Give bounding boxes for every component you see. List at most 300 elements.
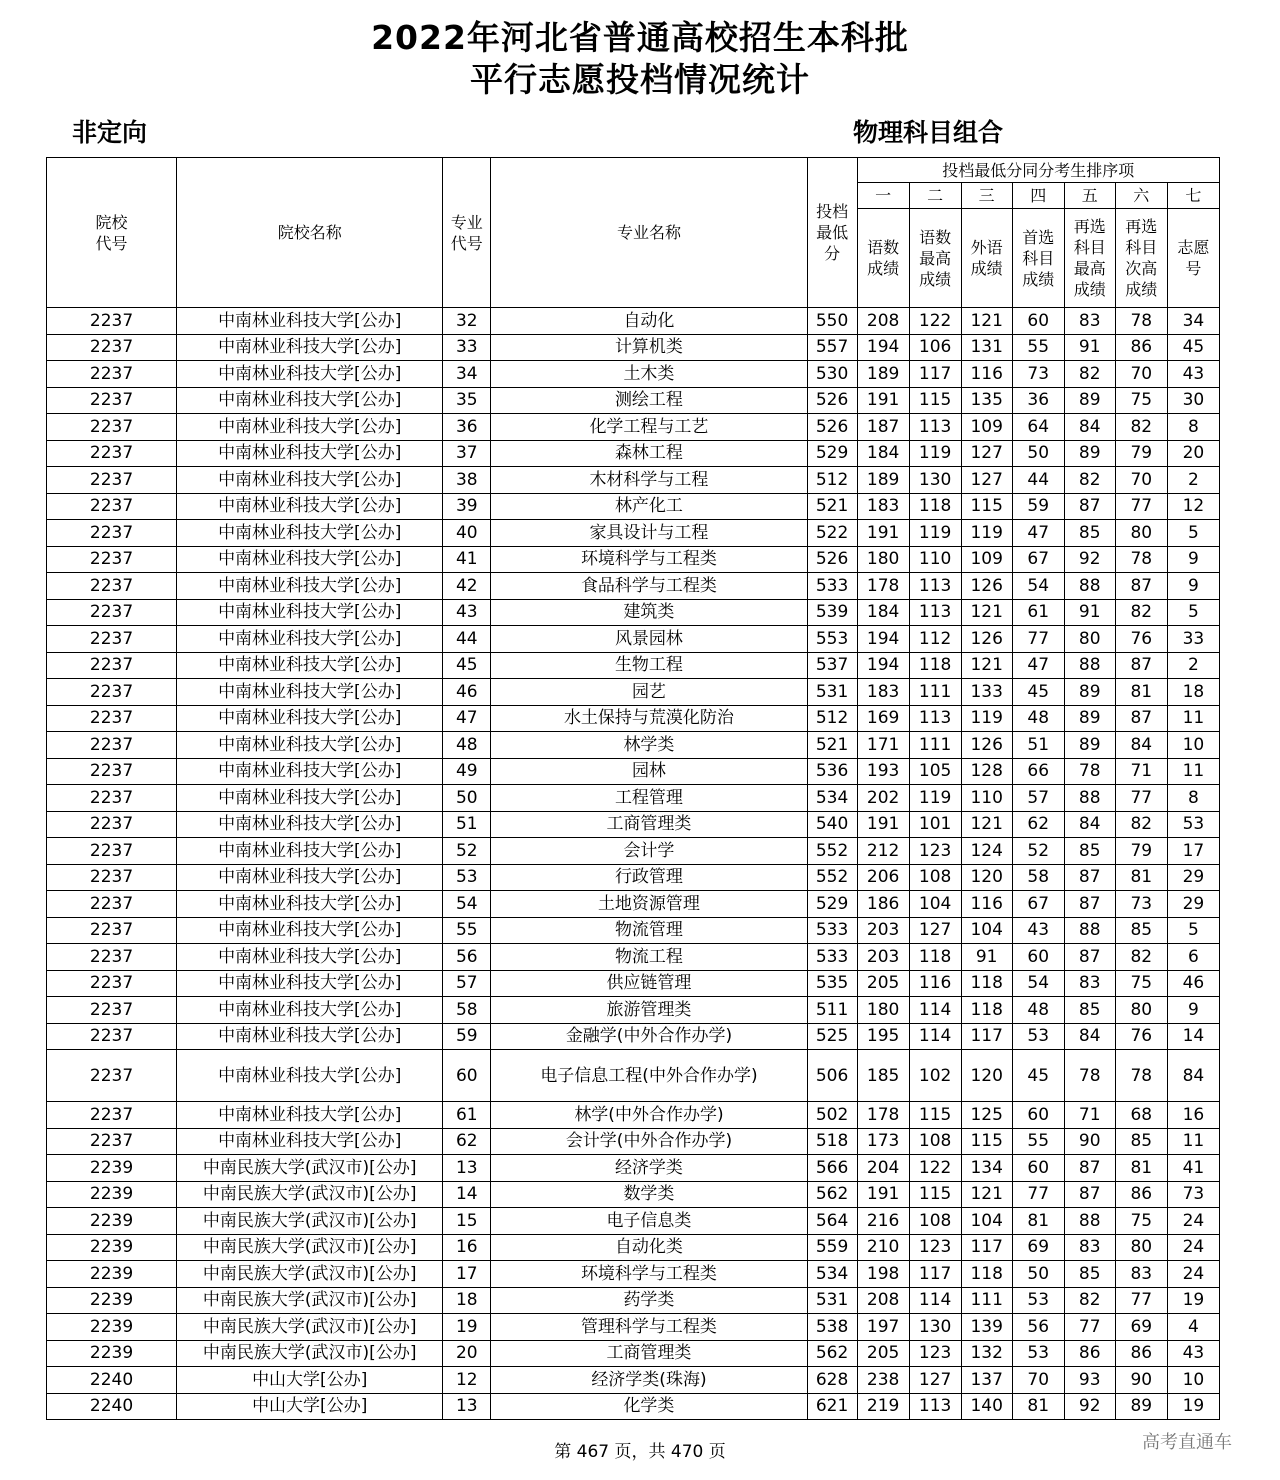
- cell-rank-2: 130: [909, 467, 961, 494]
- cell-major-name: 土木类: [491, 361, 807, 388]
- cell-major-code: 60: [443, 1050, 491, 1102]
- cell-rank-4: 53: [1012, 1023, 1064, 1050]
- cell-major-code: 59: [443, 1023, 491, 1050]
- cell-school-name: 中南林业科技大学[公办]: [177, 308, 443, 335]
- cell-rank-2: 114: [909, 997, 961, 1024]
- table-row: [47, 917, 1220, 944]
- cell-rank-2: 122: [909, 1155, 961, 1182]
- header-school-name: 院校名称: [177, 158, 443, 308]
- cell-rank-3: 120: [961, 1050, 1012, 1102]
- cell-major-code: 12: [443, 1367, 491, 1394]
- cell-major-name: 化学类: [491, 1393, 807, 1420]
- table-row: [47, 520, 1220, 547]
- cell-rank-4: 77: [1012, 626, 1064, 653]
- cell-min-score: 540: [807, 811, 857, 838]
- cell-rank-2: 106: [909, 334, 961, 361]
- cell-rank-4: 36: [1012, 387, 1064, 414]
- cell-rank-7: 43: [1167, 1340, 1219, 1367]
- cell-min-score: 531: [807, 1287, 857, 1314]
- cell-rank-1: 191: [857, 1181, 909, 1208]
- cell-major-code: 13: [443, 1393, 491, 1420]
- cell-rank-4: 53: [1012, 1340, 1064, 1367]
- cell-major-name: 家具设计与工程: [491, 520, 807, 547]
- cell-rank-3: 109: [961, 414, 1012, 441]
- cell-rank-4: 47: [1012, 520, 1064, 547]
- cell-rank-7: 29: [1167, 891, 1219, 918]
- cell-rank-1: 184: [857, 440, 909, 467]
- cell-rank-6: 79: [1115, 838, 1167, 865]
- cell-rank-4: 54: [1012, 970, 1064, 997]
- cell-rank-5: 88: [1064, 917, 1115, 944]
- cell-rank-4: 50: [1012, 1261, 1064, 1288]
- cell-rank-5: 78: [1064, 1050, 1115, 1102]
- cell-min-score: 538: [807, 1314, 857, 1341]
- cell-rank-4: 81: [1012, 1208, 1064, 1235]
- cell-rank-5: 83: [1064, 1234, 1115, 1261]
- cell-school-code: 2237: [47, 732, 177, 759]
- cell-major-name: 园艺: [491, 679, 807, 706]
- cell-rank-1: 186: [857, 891, 909, 918]
- cell-rank-1: 205: [857, 970, 909, 997]
- cell-rank-1: 180: [857, 997, 909, 1024]
- table-row: [47, 1393, 1220, 1420]
- cell-rank-7: 8: [1167, 414, 1219, 441]
- cell-school-name: 中南民族大学(武汉市)[公办]: [177, 1340, 443, 1367]
- cell-rank-2: 123: [909, 1234, 961, 1261]
- header-rank-number: 五: [1064, 183, 1115, 209]
- cell-min-score: 552: [807, 864, 857, 891]
- cell-school-code: 2237: [47, 599, 177, 626]
- cell-rank-7: 45: [1167, 334, 1219, 361]
- cell-rank-3: 104: [961, 1208, 1012, 1235]
- cell-major-code: 43: [443, 599, 491, 626]
- cell-rank-3: 109: [961, 546, 1012, 573]
- cell-major-name: 木材科学与工程: [491, 467, 807, 494]
- cell-rank-2: 101: [909, 811, 961, 838]
- cell-rank-2: 113: [909, 599, 961, 626]
- cell-major-name: 林学(中外合作办学): [491, 1102, 807, 1129]
- cell-min-score: 534: [807, 1261, 857, 1288]
- cell-school-name: 中南民族大学(武汉市)[公办]: [177, 1181, 443, 1208]
- cell-rank-1: 183: [857, 493, 909, 520]
- cell-rank-1: 216: [857, 1208, 909, 1235]
- cell-rank-3: 131: [961, 334, 1012, 361]
- cell-major-code: 20: [443, 1340, 491, 1367]
- cell-rank-1: 219: [857, 1393, 909, 1420]
- cell-min-score: 628: [807, 1367, 857, 1394]
- cell-rank-3: 118: [961, 970, 1012, 997]
- cell-rank-5: 88: [1064, 1208, 1115, 1235]
- table-row: [47, 1234, 1220, 1261]
- cell-school-name: 中南林业科技大学[公办]: [177, 414, 443, 441]
- cell-major-code: 56: [443, 944, 491, 971]
- cell-rank-5: 77: [1064, 1314, 1115, 1341]
- cell-school-name: 中南林业科技大学[公办]: [177, 387, 443, 414]
- cell-major-code: 52: [443, 838, 491, 865]
- cell-school-name: 中南林业科技大学[公办]: [177, 705, 443, 732]
- cell-rank-3: 117: [961, 1023, 1012, 1050]
- cell-school-code: 2237: [47, 1102, 177, 1129]
- cell-school-code: 2237: [47, 864, 177, 891]
- cell-rank-1: 191: [857, 520, 909, 547]
- table-row: [47, 997, 1220, 1024]
- table-row: [47, 811, 1220, 838]
- cell-major-name: 食品科学与工程类: [491, 573, 807, 600]
- cell-min-score: 566: [807, 1155, 857, 1182]
- cell-major-code: 53: [443, 864, 491, 891]
- cell-rank-7: 19: [1167, 1287, 1219, 1314]
- cell-rank-6: 85: [1115, 1128, 1167, 1155]
- table-row: [47, 1261, 1220, 1288]
- cell-min-score: 537: [807, 652, 857, 679]
- table-row: [47, 864, 1220, 891]
- cell-rank-4: 69: [1012, 1234, 1064, 1261]
- cell-rank-6: 82: [1115, 811, 1167, 838]
- cell-rank-5: 87: [1064, 891, 1115, 918]
- cell-school-code: 2237: [47, 944, 177, 971]
- table-row: [47, 1287, 1220, 1314]
- cell-major-code: 44: [443, 626, 491, 653]
- cell-rank-2: 118: [909, 493, 961, 520]
- table-row: [47, 838, 1220, 865]
- cell-rank-3: 128: [961, 758, 1012, 785]
- cell-min-score: 502: [807, 1102, 857, 1129]
- cell-rank-5: 85: [1064, 1261, 1115, 1288]
- cell-rank-7: 17: [1167, 838, 1219, 865]
- cell-min-score: 512: [807, 705, 857, 732]
- cell-major-code: 19: [443, 1314, 491, 1341]
- cell-rank-4: 47: [1012, 652, 1064, 679]
- cell-school-code: 2237: [47, 785, 177, 812]
- cell-rank-3: 124: [961, 838, 1012, 865]
- cell-school-name: 中南民族大学(武汉市)[公办]: [177, 1234, 443, 1261]
- cell-school-name: 中南民族大学(武汉市)[公办]: [177, 1155, 443, 1182]
- cell-rank-7: 12: [1167, 493, 1219, 520]
- cell-school-code: 2237: [47, 361, 177, 388]
- table-row: [47, 361, 1220, 388]
- cell-rank-5: 91: [1064, 599, 1115, 626]
- cell-school-name: 中南林业科技大学[公办]: [177, 864, 443, 891]
- cell-school-name: 中山大学[公办]: [177, 1393, 443, 1420]
- cell-school-code: 2237: [47, 493, 177, 520]
- cell-rank-6: 86: [1115, 334, 1167, 361]
- cell-rank-2: 130: [909, 1314, 961, 1341]
- cell-major-code: 40: [443, 520, 491, 547]
- cell-school-name: 中南林业科技大学[公办]: [177, 626, 443, 653]
- cell-rank-3: 121: [961, 811, 1012, 838]
- cell-rank-4: 51: [1012, 732, 1064, 759]
- cell-min-score: 550: [807, 308, 857, 335]
- cell-school-code: 2237: [47, 679, 177, 706]
- cell-school-code: 2237: [47, 705, 177, 732]
- cell-rank-3: 115: [961, 1128, 1012, 1155]
- cell-rank-5: 71: [1064, 1102, 1115, 1129]
- table-row: [47, 1367, 1220, 1394]
- cell-rank-2: 114: [909, 1287, 961, 1314]
- cell-major-name: 环境科学与工程类: [491, 546, 807, 573]
- header-rank-item: 首选科目成绩: [1012, 209, 1064, 308]
- table-body: [47, 308, 1220, 1420]
- cell-rank-5: 88: [1064, 652, 1115, 679]
- cell-rank-7: 8: [1167, 785, 1219, 812]
- cell-rank-1: 183: [857, 679, 909, 706]
- cell-school-name: 中南林业科技大学[公办]: [177, 838, 443, 865]
- cell-rank-4: 59: [1012, 493, 1064, 520]
- table-row: [47, 440, 1220, 467]
- cell-rank-1: 178: [857, 1102, 909, 1129]
- table-row: [47, 308, 1220, 335]
- category-label: 非定向: [72, 118, 148, 147]
- cell-rank-6: 78: [1115, 546, 1167, 573]
- cell-min-score: 539: [807, 599, 857, 626]
- cell-rank-3: 116: [961, 361, 1012, 388]
- cell-rank-7: 53: [1167, 811, 1219, 838]
- table-row: [47, 1208, 1220, 1235]
- cell-rank-7: 9: [1167, 573, 1219, 600]
- cell-rank-2: 115: [909, 387, 961, 414]
- cell-rank-3: 121: [961, 308, 1012, 335]
- cell-rank-2: 113: [909, 414, 961, 441]
- cell-major-name: 工商管理类: [491, 1340, 807, 1367]
- cell-rank-3: 126: [961, 732, 1012, 759]
- cell-min-score: 518: [807, 1128, 857, 1155]
- cell-rank-2: 127: [909, 1367, 961, 1394]
- cell-rank-3: 120: [961, 864, 1012, 891]
- cell-major-name: 管理科学与工程类: [491, 1314, 807, 1341]
- cell-major-name: 林学类: [491, 732, 807, 759]
- cell-rank-3: 110: [961, 785, 1012, 812]
- cell-rank-6: 80: [1115, 1234, 1167, 1261]
- cell-rank-1: 194: [857, 652, 909, 679]
- cell-min-score: 562: [807, 1340, 857, 1367]
- table-row: [47, 626, 1220, 653]
- cell-major-name: 经济学类(珠海): [491, 1367, 807, 1394]
- cell-major-name: 林产化工: [491, 493, 807, 520]
- cell-rank-2: 119: [909, 785, 961, 812]
- table-row: [47, 334, 1220, 361]
- cell-school-name: 中南林业科技大学[公办]: [177, 785, 443, 812]
- cell-rank-6: 80: [1115, 997, 1167, 1024]
- cell-rank-1: 194: [857, 334, 909, 361]
- cell-rank-7: 11: [1167, 1128, 1219, 1155]
- table-row: [47, 546, 1220, 573]
- cell-min-score: 552: [807, 838, 857, 865]
- cell-school-code: 2237: [47, 573, 177, 600]
- cell-rank-7: 10: [1167, 732, 1219, 759]
- cell-rank-4: 54: [1012, 573, 1064, 600]
- cell-min-score: 521: [807, 493, 857, 520]
- cell-rank-6: 78: [1115, 1050, 1167, 1102]
- cell-rank-4: 57: [1012, 785, 1064, 812]
- cell-rank-1: 204: [857, 1155, 909, 1182]
- cell-rank-1: 197: [857, 1314, 909, 1341]
- cell-major-name: 环境科学与工程类: [491, 1261, 807, 1288]
- cell-rank-2: 117: [909, 1261, 961, 1288]
- cell-rank-6: 85: [1115, 917, 1167, 944]
- cell-major-name: 物流工程: [491, 944, 807, 971]
- cell-rank-5: 89: [1064, 387, 1115, 414]
- cell-major-code: 38: [443, 467, 491, 494]
- cell-rank-3: 137: [961, 1367, 1012, 1394]
- cell-school-code: 2239: [47, 1261, 177, 1288]
- cell-rank-5: 85: [1064, 997, 1115, 1024]
- cell-rank-2: 115: [909, 1102, 961, 1129]
- page-footer: 第 467 页，共 470 页: [554, 1442, 726, 1462]
- cell-rank-2: 115: [909, 1181, 961, 1208]
- cell-school-code: 2239: [47, 1155, 177, 1182]
- cell-major-code: 32: [443, 308, 491, 335]
- cell-rank-3: 121: [961, 652, 1012, 679]
- cell-rank-1: 198: [857, 1261, 909, 1288]
- cell-rank-4: 55: [1012, 1128, 1064, 1155]
- watermark-text: 高考直通车: [1142, 1432, 1232, 1453]
- cell-rank-5: 87: [1064, 1181, 1115, 1208]
- cell-rank-5: 87: [1064, 1155, 1115, 1182]
- cell-major-code: 55: [443, 917, 491, 944]
- cell-rank-5: 88: [1064, 573, 1115, 600]
- cell-rank-6: 76: [1115, 626, 1167, 653]
- cell-major-name: 生物工程: [491, 652, 807, 679]
- cell-min-score: 621: [807, 1393, 857, 1420]
- cell-rank-5: 87: [1064, 493, 1115, 520]
- cell-rank-4: 45: [1012, 679, 1064, 706]
- cell-rank-5: 83: [1064, 970, 1115, 997]
- cell-rank-5: 82: [1064, 361, 1115, 388]
- cell-rank-4: 53: [1012, 1287, 1064, 1314]
- cell-rank-6: 81: [1115, 1155, 1167, 1182]
- cell-min-score: 564: [807, 1208, 857, 1235]
- cell-min-score: 521: [807, 732, 857, 759]
- cell-major-name: 药学类: [491, 1287, 807, 1314]
- cell-major-code: 41: [443, 546, 491, 573]
- cell-rank-4: 43: [1012, 917, 1064, 944]
- cell-school-name: 中南林业科技大学[公办]: [177, 679, 443, 706]
- cell-major-code: 61: [443, 1102, 491, 1129]
- header-rank-number: 六: [1115, 183, 1167, 209]
- cell-major-code: 62: [443, 1128, 491, 1155]
- cell-major-name: 风景园林: [491, 626, 807, 653]
- cell-rank-2: 102: [909, 1050, 961, 1102]
- cell-major-code: 15: [443, 1208, 491, 1235]
- cell-min-score: 529: [807, 440, 857, 467]
- cell-min-score: 534: [807, 785, 857, 812]
- cell-major-name: 工程管理: [491, 785, 807, 812]
- cell-rank-6: 82: [1115, 414, 1167, 441]
- cell-min-score: 535: [807, 970, 857, 997]
- table-row: [47, 679, 1220, 706]
- cell-major-code: 50: [443, 785, 491, 812]
- cell-rank-2: 122: [909, 308, 961, 335]
- cell-min-score: 529: [807, 891, 857, 918]
- cell-major-name: 自动化: [491, 308, 807, 335]
- cell-school-name: 中南林业科技大学[公办]: [177, 1102, 443, 1129]
- cell-min-score: 526: [807, 387, 857, 414]
- cell-school-code: 2237: [47, 440, 177, 467]
- cell-rank-6: 82: [1115, 599, 1167, 626]
- cell-rank-7: 5: [1167, 599, 1219, 626]
- cell-rank-6: 81: [1115, 679, 1167, 706]
- cell-rank-4: 67: [1012, 546, 1064, 573]
- cell-major-name: 化学工程与工艺: [491, 414, 807, 441]
- cell-rank-6: 70: [1115, 361, 1167, 388]
- cell-major-code: 36: [443, 414, 491, 441]
- cell-rank-1: 191: [857, 811, 909, 838]
- cell-major-code: 18: [443, 1287, 491, 1314]
- cell-school-code: 2237: [47, 970, 177, 997]
- header-rank-number: 四: [1012, 183, 1064, 209]
- cell-rank-2: 104: [909, 891, 961, 918]
- cell-rank-3: 126: [961, 573, 1012, 600]
- cell-min-score: 533: [807, 917, 857, 944]
- cell-major-code: 49: [443, 758, 491, 785]
- cell-rank-2: 108: [909, 1128, 961, 1155]
- cell-major-code: 37: [443, 440, 491, 467]
- cell-min-score: 562: [807, 1181, 857, 1208]
- cell-rank-3: 133: [961, 679, 1012, 706]
- table-row: [47, 1023, 1220, 1050]
- cell-rank-6: 76: [1115, 1023, 1167, 1050]
- cell-rank-1: 238: [857, 1367, 909, 1394]
- subject-combination-label: 物理科目组合: [853, 118, 1004, 147]
- cell-major-name: 自动化类: [491, 1234, 807, 1261]
- cell-school-name: 中南林业科技大学[公办]: [177, 1128, 443, 1155]
- cell-rank-1: 187: [857, 414, 909, 441]
- cell-rank-6: 90: [1115, 1367, 1167, 1394]
- cell-major-name: 数学类: [491, 1181, 807, 1208]
- cell-major-name: 水土保持与荒漠化防治: [491, 705, 807, 732]
- cell-rank-2: 111: [909, 679, 961, 706]
- cell-rank-7: 33: [1167, 626, 1219, 653]
- cell-rank-7: 84: [1167, 1050, 1219, 1102]
- table-row: [47, 387, 1220, 414]
- cell-min-score: 506: [807, 1050, 857, 1102]
- cell-major-code: 48: [443, 732, 491, 759]
- cell-school-name: 中南林业科技大学[公办]: [177, 891, 443, 918]
- cell-rank-5: 92: [1064, 1393, 1115, 1420]
- cell-rank-6: 84: [1115, 732, 1167, 759]
- table-row: [47, 891, 1220, 918]
- cell-rank-5: 86: [1064, 1340, 1115, 1367]
- cell-rank-1: 194: [857, 626, 909, 653]
- cell-rank-5: 93: [1064, 1367, 1115, 1394]
- cell-rank-7: 24: [1167, 1234, 1219, 1261]
- cell-school-name: 中南林业科技大学[公办]: [177, 1050, 443, 1102]
- cell-rank-5: 91: [1064, 334, 1115, 361]
- cell-rank-4: 44: [1012, 467, 1064, 494]
- cell-school-name: 中南林业科技大学[公办]: [177, 520, 443, 547]
- cell-school-code: 2237: [47, 334, 177, 361]
- cell-school-name: 中南林业科技大学[公办]: [177, 361, 443, 388]
- cell-rank-1: 205: [857, 1340, 909, 1367]
- cell-rank-4: 62: [1012, 811, 1064, 838]
- cell-school-code: 2237: [47, 997, 177, 1024]
- cell-rank-4: 66: [1012, 758, 1064, 785]
- cell-school-code: 2237: [47, 917, 177, 944]
- cell-major-name: 计算机类: [491, 334, 807, 361]
- cell-min-score: 559: [807, 1234, 857, 1261]
- cell-major-name: 测绘工程: [491, 387, 807, 414]
- cell-major-name: 行政管理: [491, 864, 807, 891]
- cell-rank-1: 203: [857, 944, 909, 971]
- cell-rank-7: 30: [1167, 387, 1219, 414]
- cell-rank-2: 118: [909, 944, 961, 971]
- cell-school-name: 中南林业科技大学[公办]: [177, 546, 443, 573]
- cell-rank-6: 79: [1115, 440, 1167, 467]
- cell-rank-7: 9: [1167, 997, 1219, 1024]
- cell-school-name: 中南林业科技大学[公办]: [177, 758, 443, 785]
- cell-rank-6: 75: [1115, 387, 1167, 414]
- header-rank-group: 投档最低分同分考生排序项: [857, 158, 1219, 183]
